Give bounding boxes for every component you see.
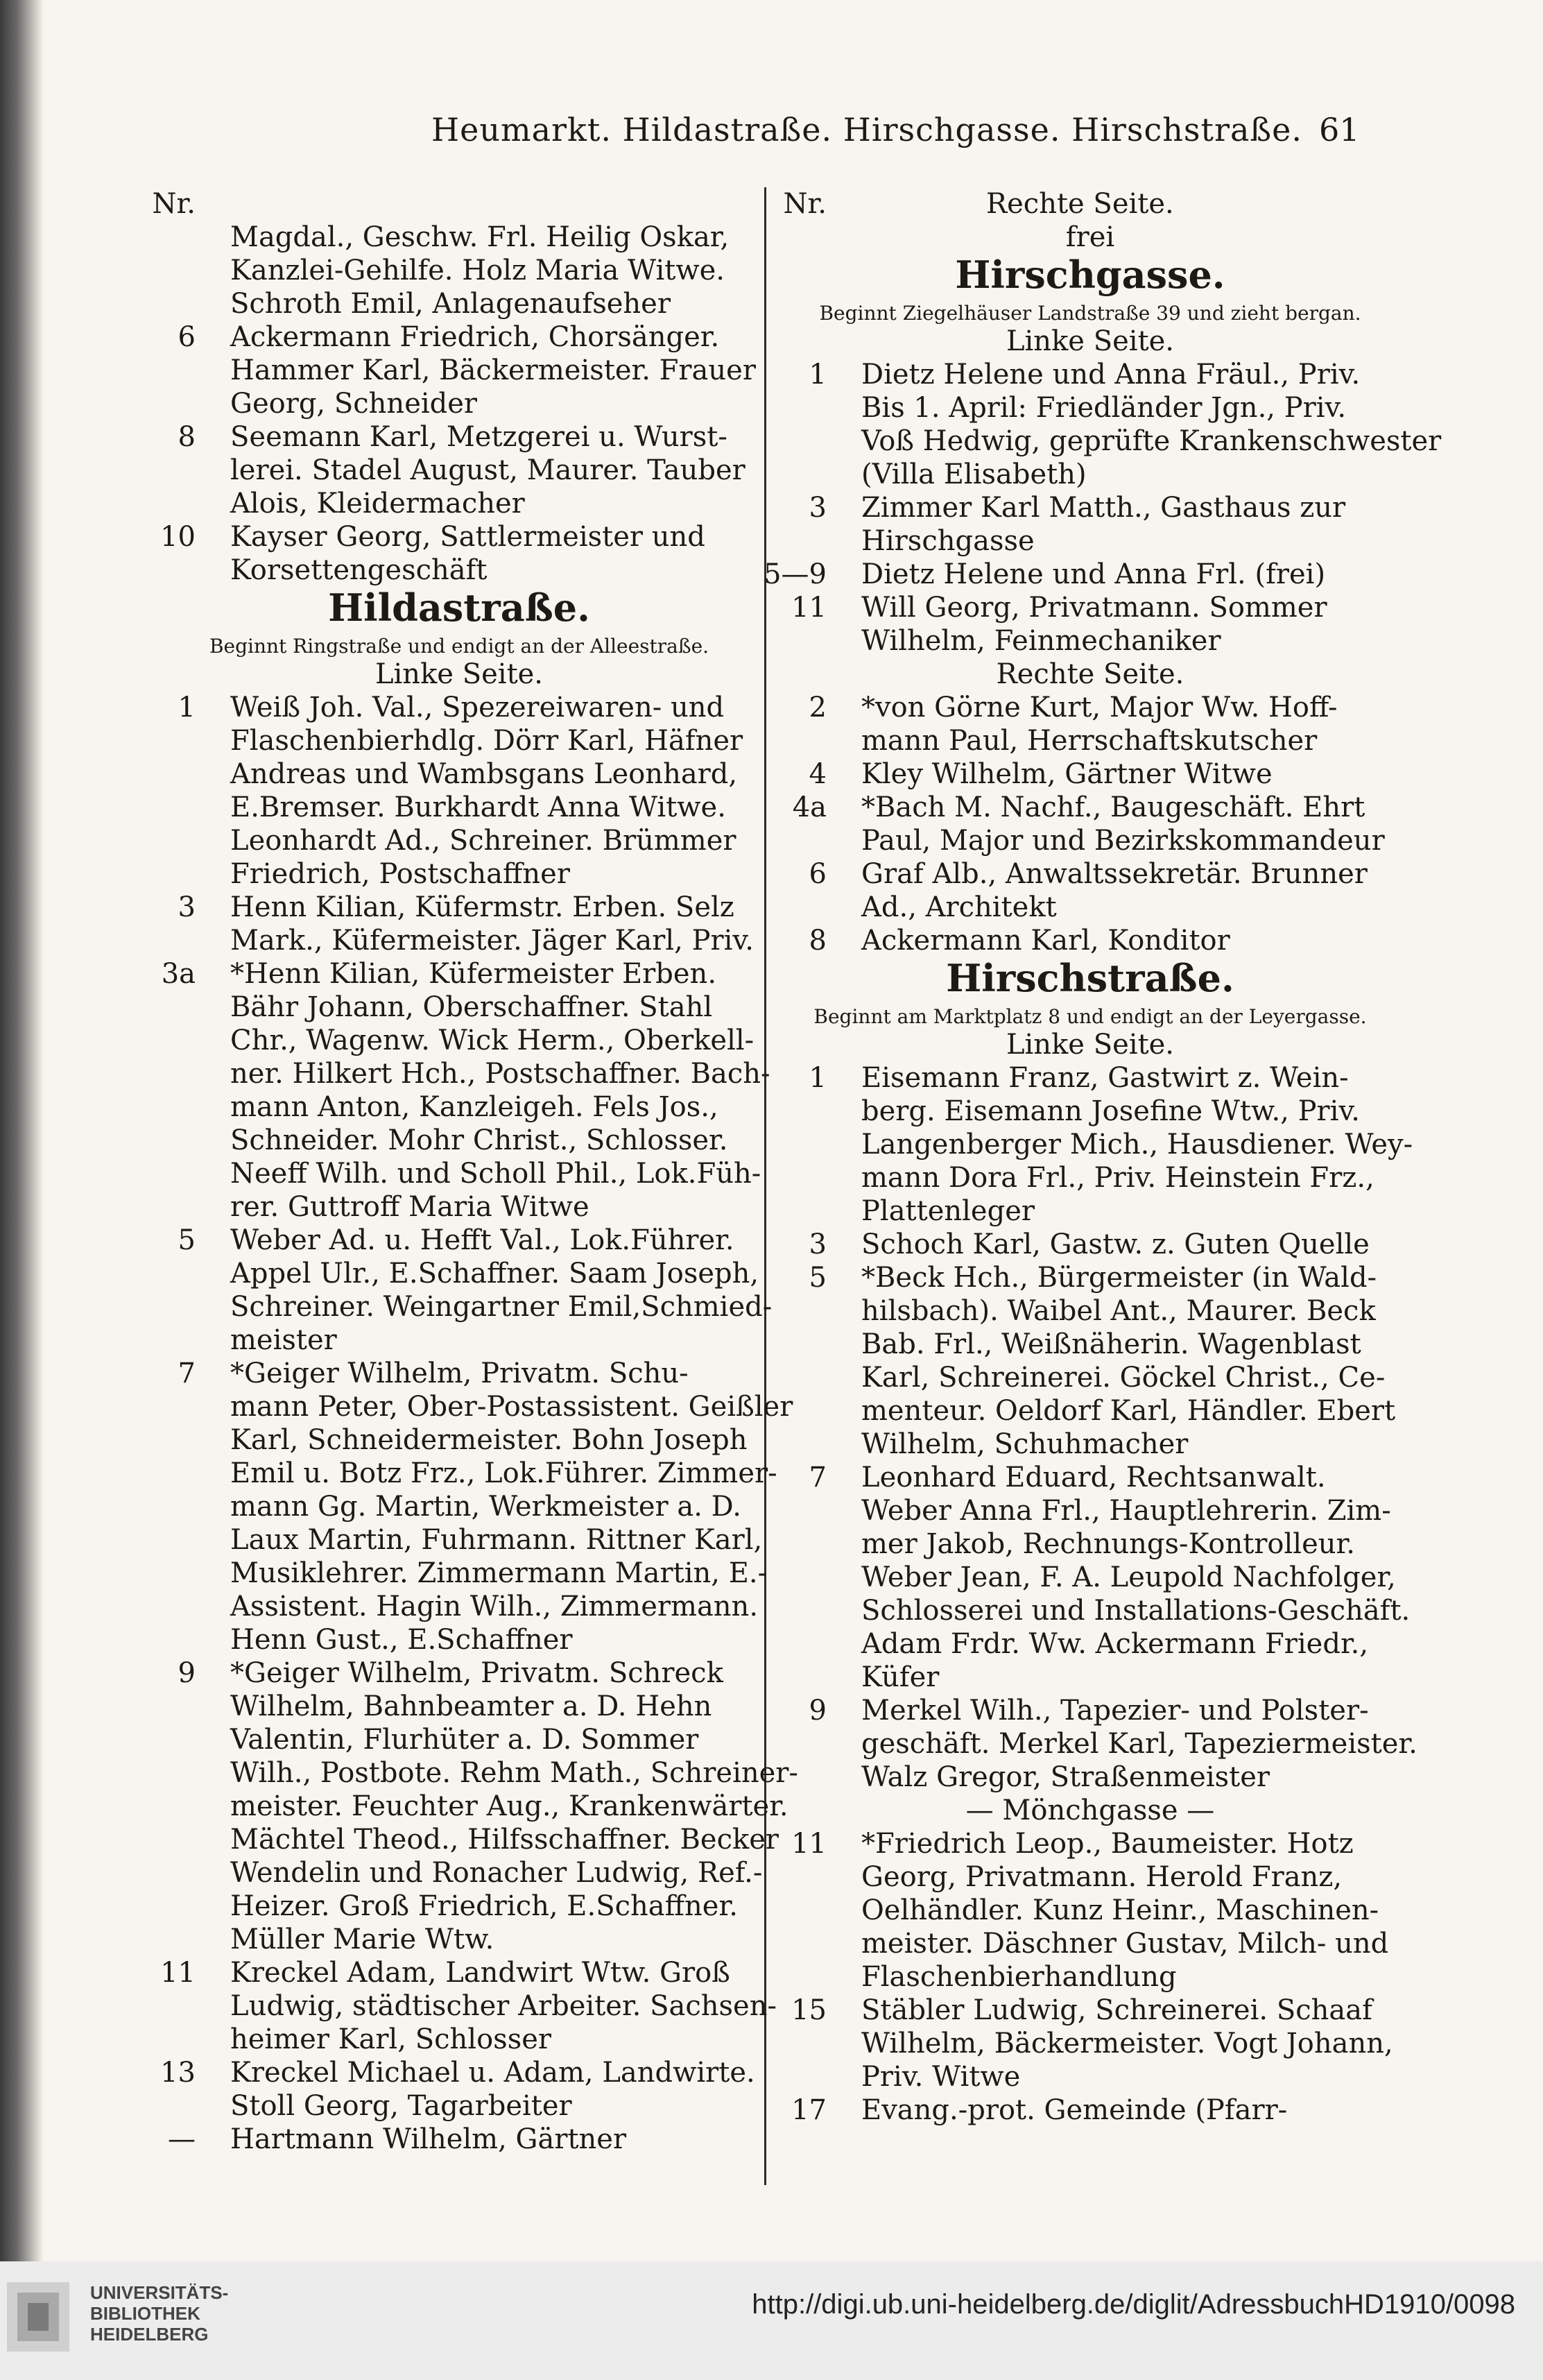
resident-text: Zimmer Karl Matth., Gasthaus zur: [861, 492, 1346, 524]
resident-text: Musiklehrer. Zimmermann Martin, E.-: [230, 1557, 768, 1589]
resident-text: *Geiger Wilhelm, Privatm. Schreck: [230, 1657, 723, 1689]
house-number: 15: [791, 1994, 827, 2026]
resident-text: Schlosserei und Installations-Geschäft.: [861, 1595, 1411, 1627]
resident-text: Chr., Wagenw. Wick Herm., Oberkell-: [230, 1025, 755, 1056]
house-number: 6: [809, 858, 827, 890]
house-number: 5—9: [764, 558, 827, 590]
resident-text: meister: [230, 1324, 337, 1356]
resident-text: Kreckel Adam, Landwirt Wtw. Groß: [230, 1957, 730, 1989]
resident-text: Wilhelm, Feinmechaniker: [861, 625, 1221, 657]
house-number: 9: [809, 1695, 827, 1727]
resident-text: Wilhelm, Bahnbeamter a. D. Hehn: [230, 1690, 712, 1722]
resident-text: Neeff Wilh. und Scholl Phil., Lok.Füh-: [230, 1158, 761, 1190]
resident-text: Mark., Küfermeister. Jäger Karl, Priv.: [230, 925, 754, 957]
resident-text: mann Paul, Herrschaftskutscher: [861, 725, 1318, 757]
resident-text: Bähr Johann, Oberschaffner. Stahl: [230, 991, 713, 1023]
house-number: 5: [178, 1224, 196, 1256]
resident-text: mann Gg. Martin, Werkmeister a. D.: [230, 1491, 742, 1523]
house-number: 7: [809, 1462, 827, 1493]
resident-text: *Bach M. Nachf., Baugeschäft. Ehrt: [861, 791, 1365, 823]
resident-text: E.Bremser. Burkhardt Anna Witwe.: [230, 791, 726, 823]
book-binding-edge: [0, 0, 43, 2261]
library-name: [90, 2282, 228, 2345]
house-number: 11: [160, 1957, 196, 1989]
house-number: 9: [178, 1657, 196, 1689]
resident-text: Kreckel Michael u. Adam, Landwirte.: [230, 2057, 755, 2089]
house-number: 7: [178, 1358, 196, 1389]
house-number: 8: [809, 925, 827, 957]
resident-text: Karl, Schreinerei. Göckel Christ., Ce-: [861, 1362, 1386, 1394]
resident-text: Graf Alb., Anwaltssekretär. Brunner: [861, 858, 1368, 890]
resident-text: *Friedrich Leop., Baumeister. Hotz: [861, 1828, 1354, 1860]
resident-text: Kanzlei-Gehilfe. Holz Maria Witwe.: [230, 255, 725, 286]
resident-text: *Beck Hch., Bürgermeister (in Wald-: [861, 1262, 1377, 1294]
resident-text: Ad., Architekt: [861, 891, 1057, 923]
resident-text: mann Dora Frl., Priv. Heinstein Frz.,: [861, 1162, 1374, 1194]
page-number: 61: [1319, 111, 1360, 148]
resident-text: lerei. Stadel August, Maurer. Tauber: [230, 454, 745, 486]
resident-text: Laux Martin, Fuhrmann. Rittner Karl,: [230, 1524, 763, 1556]
column-divider: [764, 187, 766, 2185]
resident-text: Weiß Joh. Val., Spezereiwaren- und: [230, 692, 725, 724]
resident-text: Hammer Karl, Bäckermeister. Frauer: [230, 354, 756, 386]
house-number: 3: [178, 891, 196, 923]
resident-text: Eisemann Franz, Gastwirt z. Wein-: [861, 1062, 1349, 1094]
resident-text: Adam Frdr. Ww. Ackermann Friedr.,: [861, 1628, 1369, 1660]
resident-text: Ludwig, städtischer Arbeiter. Sachsen-: [230, 1990, 777, 2022]
resident-text: Dietz Helene und Anna Frl. (frei): [861, 558, 1326, 590]
resident-text: Heizer. Groß Friedrich, E.Schaffner.: [230, 1890, 738, 1922]
resident-text: Hirschgasse: [861, 525, 1035, 557]
library-name-line: UNIVERSITÄTS-: [90, 2282, 229, 2303]
resident-text: Emil u. Botz Frz., Lok.Führer. Zimmer-: [230, 1457, 777, 1489]
side-heading: Linke Seite.: [1006, 1029, 1175, 1061]
side-heading: Linke Seite.: [1006, 325, 1175, 357]
resident-text: Friedrich, Postschaffner: [230, 858, 570, 890]
resident-text: mann Peter, Ober-Postassistent. Geißler: [230, 1391, 793, 1423]
resident-text: Bab. Frl., Weißnäherin. Wagenblast: [861, 1328, 1361, 1360]
resident-text: mer Jakob, Rechnungs-Kontrolleur.: [861, 1528, 1355, 1560]
resident-text: rer. Guttroff Maria Witwe: [230, 1191, 589, 1223]
house-number: 3: [809, 492, 827, 524]
resident-text: Wilhelm, Schuhmacher: [861, 1428, 1189, 1460]
source-url[interactable]: http://digi.ub.uni-heidelberg.de/diglit/AdressbuchHD1910/0098: [752, 2289, 1515, 2320]
resident-text: *Geiger Wilhelm, Privatm. Schu-: [230, 1358, 689, 1389]
resident-text: Weber Anna Frl., Hauptlehrerin. Zim-: [861, 1495, 1391, 1527]
house-number: 3: [809, 1228, 827, 1260]
resident-text: Korsettengeschäft: [230, 554, 488, 586]
resident-text: Henn Kilian, Küfermstr. Erben. Selz: [230, 891, 734, 923]
resident-text: Schoch Karl, Gastw. z. Guten Quelle: [861, 1228, 1370, 1260]
resident-text: (Villa Elisabeth): [861, 459, 1087, 490]
side-heading: Rechte Seite.: [996, 658, 1184, 690]
house-number: 2: [809, 692, 827, 724]
resident-text: Seemann Karl, Metzgerei u. Wurst-: [230, 421, 727, 453]
house-number: 8: [178, 421, 196, 453]
resident-text: Schneider. Mohr Christ., Schlosser.: [230, 1124, 728, 1156]
house-number: 4a: [792, 791, 827, 823]
house-number: 1: [809, 359, 827, 391]
house-number: 11: [791, 1828, 827, 1860]
resident-text: Flaschenbierhandlung: [861, 1961, 1177, 1993]
resident-text: Schroth Emil, Anlagenaufseher: [230, 288, 671, 320]
side-heading: frei: [1065, 221, 1115, 253]
resident-text: Evang.-prot. Gemeinde (Pfarr-: [861, 2094, 1288, 2126]
resident-text: Rechte Seite.: [986, 188, 1174, 220]
resident-text: Weber Ad. u. Hefft Val., Lok.Führer.: [230, 1224, 734, 1256]
house-number: Nr.: [783, 188, 827, 220]
street-heading: Hirschgasse.: [955, 252, 1225, 297]
street-heading: Hildastraße.: [328, 585, 590, 630]
page-header: [43, 111, 1543, 160]
resident-text: menteur. Oeldorf Karl, Händler. Ebert: [861, 1395, 1396, 1427]
resident-text: *Henn Kilian, Küfermeister Erben.: [230, 958, 717, 990]
resident-text: Leonhardt Ad., Schreiner. Brümmer: [230, 825, 736, 857]
side-heading: — Mönchgasse —: [965, 1795, 1215, 1826]
resident-text: Georg, Schneider: [230, 388, 478, 420]
house-number: 3a: [161, 958, 196, 990]
resident-text: Bis 1. April: Friedländer Jgn., Priv.: [861, 392, 1347, 424]
resident-text: Stoll Georg, Tagarbeiter: [230, 2090, 572, 2122]
resident-text: Karl, Schneidermeister. Bohn Joseph: [230, 1424, 748, 1456]
resident-text: Müller Marie Wtw.: [230, 1924, 494, 1955]
resident-text: Henn Gust., E.Schaffner: [230, 1624, 573, 1656]
library-name-line: BIBLIOTHEK: [90, 2303, 200, 2324]
house-number: 5: [809, 1262, 827, 1294]
resident-text: Walz Gregor, Straßenmeister: [861, 1761, 1270, 1793]
resident-text: Andreas und Wambsgans Leonhard,: [230, 758, 738, 790]
side-heading: Linke Seite.: [374, 658, 544, 690]
house-number: Nr.: [152, 188, 196, 220]
resident-text: Langenberger Mich., Hausdiener. Wey-: [861, 1129, 1413, 1161]
resident-text: Oelhändler. Kunz Heinr., Maschinen-: [861, 1894, 1379, 1926]
resident-text: Wilhelm, Bäckermeister. Vogt Johann,: [861, 2028, 1393, 2060]
resident-text: geschäft. Merkel Karl, Tapeziermeister.: [861, 1728, 1417, 1760]
resident-text: Priv. Witwe: [861, 2061, 1021, 2093]
resident-text: Kayser Georg, Sattlermeister und: [230, 521, 705, 553]
house-number: 1: [809, 1062, 827, 1094]
resident-text: Valentin, Flurhüter a. D. Sommer: [230, 1724, 699, 1756]
resident-text: Schreiner. Weingartner Emil,Schmied-: [230, 1291, 773, 1323]
resident-text: Kley Wilhelm, Gärtner Witwe: [861, 758, 1273, 790]
street-description: Beginnt am Marktplatz 8 und endigt an der Leyergasse.: [813, 1005, 1367, 1028]
resident-text: mann Anton, Kanzleigeh. Fels Jos.,: [230, 1091, 718, 1123]
page-title: Heumarkt. Hildastraße. Hirschgasse. Hirschstraße.: [431, 111, 1302, 148]
resident-text: meister. Feuchter Aug., Krankenwärter.: [230, 1790, 788, 1822]
resident-text: Appel Ulr., E.Schaffner. Saam Joseph,: [230, 1258, 759, 1290]
resident-text: meister. Däschner Gustav, Milch- und: [861, 1928, 1389, 1960]
resident-text: heimer Karl, Schlosser: [230, 2023, 552, 2055]
street-description: Beginnt Ringstraße und endigt an der Alleestraße.: [209, 635, 709, 658]
resident-text: Wilh., Postbote. Rehm Math., Schreiner-: [230, 1757, 798, 1789]
scanned-page: [43, 0, 1543, 2261]
house-number: 17: [791, 2094, 827, 2126]
resident-text: Magdal., Geschw. Frl. Heilig Oskar,: [230, 221, 730, 253]
resident-text: ner. Hilkert Hch., Postschaffner. Bach-: [230, 1058, 770, 1090]
resident-text: Leonhard Eduard, Rechtsanwalt.: [861, 1462, 1326, 1493]
resident-text: hilsbach). Waibel Ant., Maurer. Beck: [861, 1295, 1376, 1327]
resident-text: Merkel Wilh., Tapezier- und Polster-: [861, 1695, 1369, 1727]
resident-text: Plattenleger: [861, 1195, 1035, 1227]
resident-text: Küfer: [861, 1661, 940, 1693]
resident-text: berg. Eisemann Josefine Wtw., Priv.: [861, 1095, 1361, 1127]
library-name-line: HEIDELBERG: [90, 2324, 209, 2345]
resident-text: Ackermann Friedrich, Chorsänger.: [230, 321, 720, 353]
house-number: 6: [178, 321, 196, 353]
resident-text: Paul, Major und Bezirkskommandeur: [861, 825, 1385, 857]
house-number: —: [168, 2123, 196, 2155]
resident-text: Ackermann Karl, Konditor: [861, 925, 1230, 957]
footer-bar: [0, 2261, 1543, 2380]
resident-text: Alois, Kleidermacher: [230, 488, 525, 520]
resident-text: *von Görne Kurt, Major Ww. Hoff-: [861, 692, 1338, 724]
resident-text: Dietz Helene und Anna Fräul., Priv.: [861, 359, 1361, 391]
street-description: Beginnt Ziegelhäuser Landstraße 39 und zieht bergan.: [819, 302, 1361, 325]
house-number: 4: [809, 758, 827, 790]
library-logo-icon: [0, 2275, 76, 2358]
resident-text: Flaschenbierhdlg. Dörr Karl, Häfner: [230, 725, 743, 757]
house-number: 10: [160, 521, 196, 553]
resident-text: Assistent. Hagin Wilh., Zimmermann.: [230, 1591, 759, 1623]
house-number: 1: [178, 692, 196, 724]
resident-text: Hartmann Wilhelm, Gärtner: [230, 2123, 627, 2155]
resident-text: Stäbler Ludwig, Schreinerei. Schaaf: [861, 1994, 1372, 2026]
resident-text: Mächtel Theod., Hilfsschaffner. Becker: [230, 1824, 779, 1856]
house-number: 13: [160, 2057, 196, 2089]
resident-text: Will Georg, Privatmann. Sommer: [861, 592, 1327, 624]
resident-text: Wendelin und Ronacher Ludwig, Ref.-: [230, 1857, 763, 1889]
resident-text: Weber Jean, F. A. Leupold Nachfolger,: [861, 1561, 1396, 1593]
house-number: 11: [791, 592, 827, 624]
resident-text: Georg, Privatmann. Herold Franz,: [861, 1861, 1343, 1893]
resident-text: Voß Hedwig, geprüfte Krankenschwester: [861, 425, 1442, 457]
street-heading: Hirschstraße.: [946, 956, 1234, 1000]
